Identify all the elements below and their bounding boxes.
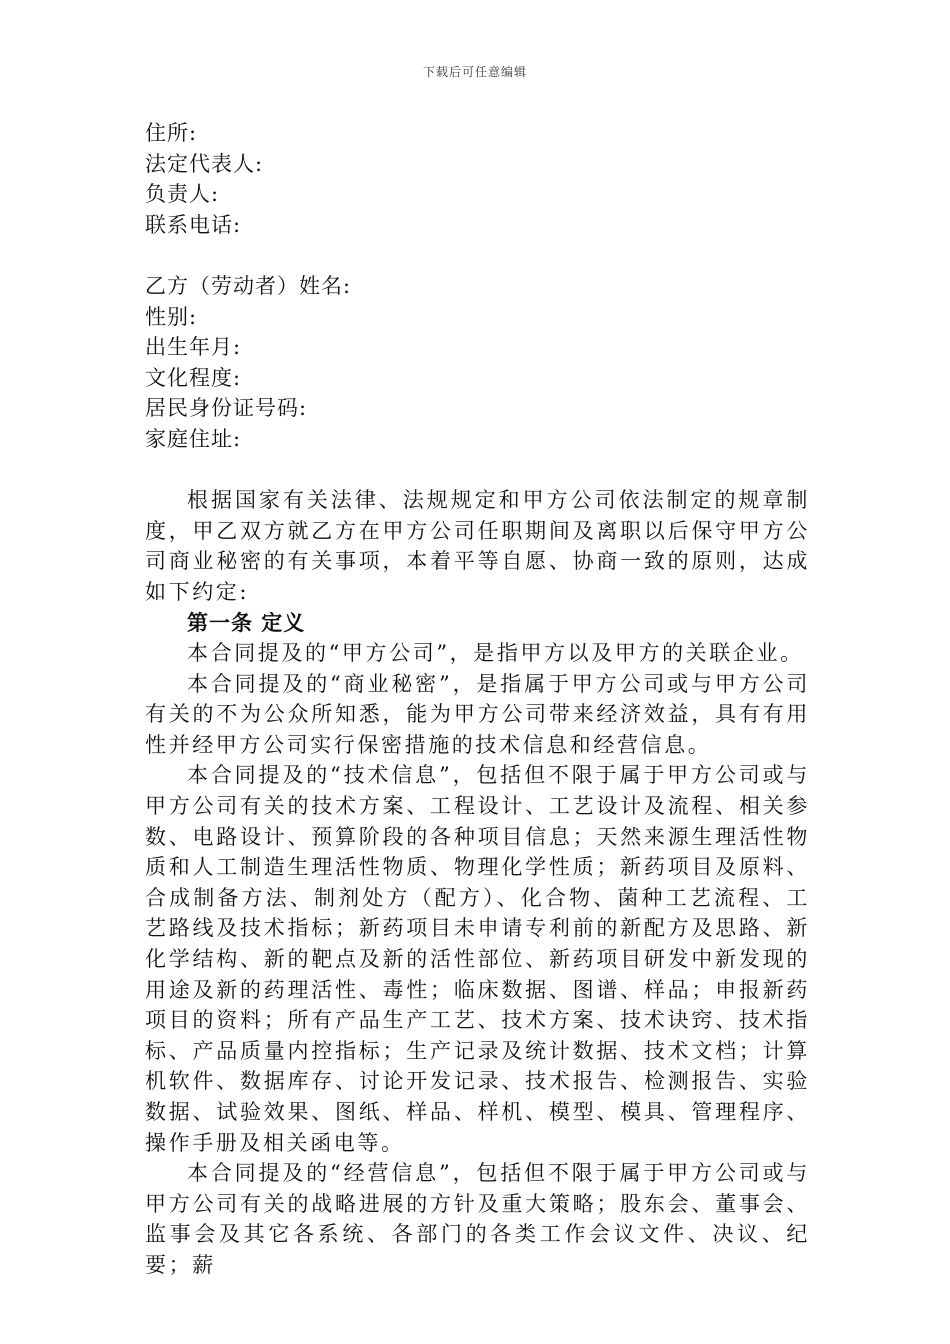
party-a-fields (145, 118, 810, 240)
article-1-title: 第一条 定义 (187, 609, 306, 635)
definition-trade-secret-paragraph: 本合同提及的“商业秘密”，是指属于甲方公司或与甲方公司有关的不为公众所知悉，能为甲方公司带来经济效益，具有有用性并经甲方公司实行保密措施的技术信息和经营信息。 (145, 671, 810, 757)
page-header-note: 下载后可任意编辑 (422, 65, 527, 79)
preamble-paragraph: 根据国家有关法律、法规规定和甲方公司依法制定的规章制度，甲乙双方就乙方在甲方公司任职期间及离职以后保守甲方公司商业秘密的有关事项，本着平等自愿、协商一致的原则，达成如下约定: (145, 488, 810, 604)
party-b-fields (145, 271, 810, 455)
party-b-name-field: 乙方（劳动者）姓名: (145, 273, 352, 298)
party-b-education-field: 文化程度: (145, 365, 242, 390)
party-a-responsible-person-field: 负责人: (145, 182, 220, 207)
definition-company-paragraph: 本合同提及的“甲方公司”，是指甲方以及甲方的关联企业。 (187, 641, 804, 666)
definition-business-info-paragraph: 本合同提及的“经营信息”，包括但不限于属于甲方公司或与甲方公司有关的战略进展的方针及重大策略；股东会、董事会、监事会及其它各系统、各部门的各类工作会议文件、决议、纪要；薪 (145, 1161, 810, 1277)
section-spacer (145, 240, 810, 271)
contract-body (145, 118, 810, 1281)
party-a-address-field: 住所: (145, 121, 198, 145)
party-a-phone-field: 联系电话: (145, 212, 242, 237)
definition-technical-info-paragraph: 本合同提及的“技术信息”，包括但不限于属于甲方公司或与甲方公司有关的技术方案、工程设计、工艺设计及流程、相关参数、电路设计、预算阶段的各种项目信息；天然来源生理活性物质和人工制造生理活性物质、物理化学性质；新药项目及原料、合成制备方法、制剂处方（配方）、化合物、菌种工艺流程、工艺路线及技术指标；新药项目未申请专利前的新配方及思路、新化学结构、新的靶点及新的活性部位、新药项目研发中新发现的用途及新的药理活性、毒性；临床数据、图谱、样品；申报新药项目的资料；所有产品生产工艺、技术方案、技术诀窍、技术指标、产品质量内控指标；生产记录及统计数据、技术文档；计算机软件、数据库存、讨论开发记录、技术报告、检测报告、实验数据、试验效果、图纸、样品、样机、模型、模具、管理程序、操作手册及相关函电等。 (145, 763, 810, 1155)
party-b-id-number-field: 居民身份证号码: (145, 396, 308, 421)
party-b-home-address-field: 家庭住址: (145, 426, 242, 451)
section-spacer (145, 455, 810, 486)
party-b-birth-field: 出生年月: (145, 335, 242, 360)
party-b-gender-field: 性别: (145, 304, 198, 329)
party-a-legal-rep-field: 法定代表人: (145, 151, 264, 176)
